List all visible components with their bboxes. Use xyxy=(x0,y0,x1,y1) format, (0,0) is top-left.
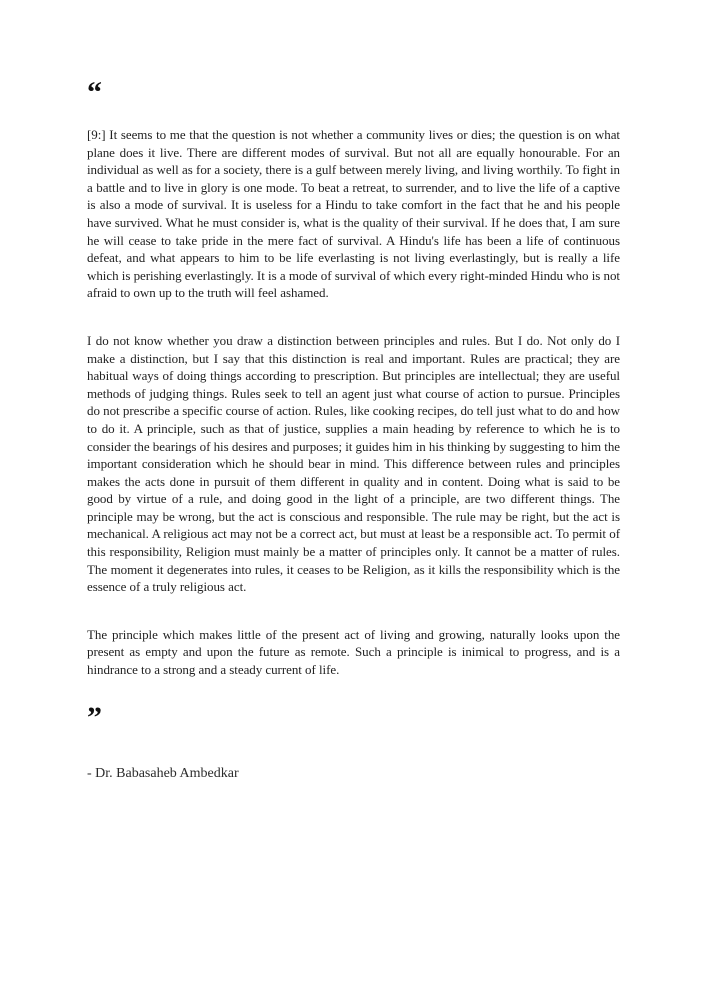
close-quote-icon: ” xyxy=(87,700,102,734)
quote-block xyxy=(87,0,620,783)
quote-paragraph-2: I do not know whether you draw a distinction between principles and rules. But I do. Not only do I make a distinction, but I say that this distinction is real and important. Rules are practical; they are habitual ways of doing things according to prescription. But principles are intellectual; they are useful methods of judging things. Rules seek to tell an agent just what course of action to pursue. Principles do not prescribe a specific course of action. Rules, like cooking recipes, do tell just what to do and how to do it. A principle, such as that of justice, supplies a main heading by reference to which he is to consider the bearings of his desires and purposes; it guides him in his thinking by suggesting to him the important consideration which he should bear in mind. This difference between rules and principles makes the acts done in pursuit of them different in quality and in content. Doing what is said to be good by virtue of a rule, and doing good in the light of a principle, are two different things. The principle may be wrong, but the act is conscious and responsible. The rule may be right, but the act is mechanical. A religious act may not be a correct act, but must at least be a responsible act. To permit of this responsibility, Religion must mainly be a matter of principles only. It cannot be a matter of rules. The moment it degenerates into rules, it ceases to be Religion, as it kills the responsibility which is the essence of a truly religious act. xyxy=(87,332,620,595)
quote-attribution: - Dr. Babasaheb Ambedkar xyxy=(87,765,239,781)
quote-paragraph-1: [9:] It seems to me that the question is not whether a community lives or dies; the question is on what plane does it live. There are different modes of survival. But not all are equally honourable. For an individual as well as for a society, there is a gulf between merely living, and living worthily. To fight in a battle and to live in glory is one mode. To beat a retreat, to surrender, and to live the life of a captive is also a mode of survival. It is useless for a Hindu to take comfort in the fact that he and his people have survived. What he must consider is, what is the quality of their survival. If he does that, I am sure he will cease to take pride in the mere fact of survival. A Hindu's life has been a life of continuous defeat, and what appears to him to be life everlasting is not living everlastingly, but is really a life which is perishing everlastingly. It is a mode of survival of which every right-minded Hindu who is not afraid to own up to the truth will feel ashamed. xyxy=(87,127,620,301)
open-quote-icon: “ xyxy=(87,76,102,109)
quote-paragraph-3: The principle which makes little of the present act of living and growing, naturally looks upon the present as empty and upon the future as remote. Such a principle is inimical to progress, and is a hindrance to a strong and a steady current of life. xyxy=(87,626,620,678)
